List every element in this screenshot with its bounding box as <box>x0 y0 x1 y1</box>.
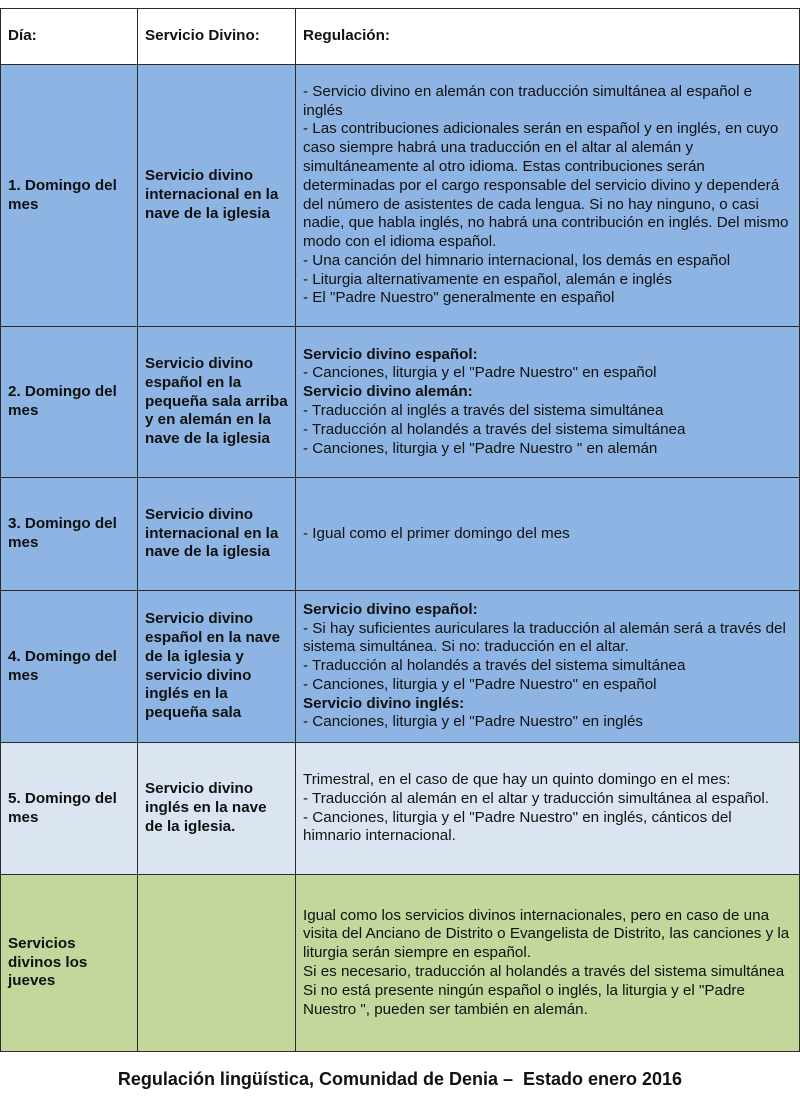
regulation-line: - Igual como el primer domingo del mes <box>303 524 570 542</box>
regulation-line: - Liturgia alternativamente en español, alemán e inglés <box>303 270 672 288</box>
regulation-cell <box>296 327 800 478</box>
regulation-line: - Las contribuciones adicionales serán en español y en inglés, en cuyo caso siempre habrá una traducción en el altar al alemán y simultáneamente al otro idioma. Estas contribuciones serán determinadas por el cargo responsable del servicio divino y dependerá del número de asistentes de cada lengua. Si no hay ninguno, o casi nadie, que habla inglés, no habrá una contribución en inglés. Del mismo modo con el idioma español. <box>303 120 789 251</box>
header-day: Día: <box>1 9 138 65</box>
regulation-line: - Traducción al alemán en el altar y traducción simultánea al español. <box>303 789 770 807</box>
table-row <box>1 327 800 478</box>
regulation-line: - Si hay suficientes auriculares la traducción al alemán será a través del sistema simultánea. Si no: traducción en el altar. <box>303 619 786 656</box>
regulation-subheading: Servicio divino alemán: <box>303 383 473 401</box>
service-cell: Servicio divino español en la pequeña sala arriba y en alemán en la nave de la iglesia <box>138 327 296 478</box>
regulation-cell <box>296 591 800 743</box>
regulation-line: - Canciones, liturgia y el "Padre Nuestro " en alemán <box>303 439 658 457</box>
regulation-line: - El "Padre Nuestro" generalmente en español <box>303 289 615 307</box>
regulation-subheading: Servicio divino inglés: <box>303 694 465 712</box>
regulation-line: Igual como los servicios divinos internacionales, pero en caso de una visita del Anciano de Distrito o Evangelista de Distrito, las canciones y la liturgia serán siempre en español. <box>303 906 790 962</box>
table-row <box>1 875 800 1052</box>
header-service: Servicio Divino: <box>138 9 296 65</box>
day-cell: 2. Domingo del mes <box>1 327 138 478</box>
regulation-cell <box>296 65 800 327</box>
regulation-line: - Servicio divino en alemán con traducción simultánea al español e inglés <box>303 82 753 119</box>
regulation-table <box>0 8 800 1052</box>
regulation-line: Si no está presente ningún español o inglés, la liturgia y el "Padre Nuestro ", pueden ser también en alemán. <box>303 981 745 1018</box>
regulation-line: - Una canción del himnario internacional, los demás en español <box>303 251 731 269</box>
table-row <box>1 65 800 327</box>
regulation-line: - Traducción al holandés a través del sistema simultánea <box>303 420 686 438</box>
regulation-subheading: Servicio divino español: <box>303 600 478 618</box>
regulation-cell <box>296 875 800 1052</box>
document-caption: Regulación lingüística, Comunidad de Denia – Estado enero 2016 <box>117 1069 683 1089</box>
regulation-line: - Canciones, liturgia y el "Padre Nuestro" en inglés <box>303 713 644 731</box>
service-cell: Servicio divino internacional en la nave de la iglesia <box>138 478 296 591</box>
regulation-line: Si es necesario, traducción al holandés a través del sistema simultánea <box>303 963 785 980</box>
service-cell: Servicio divino inglés en la nave de la iglesia. <box>138 743 296 875</box>
regulation-line: - Canciones, liturgia y el "Padre Nuestro" en español <box>303 364 657 382</box>
regulation-line: - Traducción al holandés a través del sistema simultánea <box>303 657 686 675</box>
service-cell: Servicio divino español en la nave de la iglesia y servicio divino inglés en la pequeña sala <box>138 591 296 743</box>
regulation-line: - Canciones, liturgia y el "Padre Nuestro" en español <box>303 675 657 693</box>
service-cell: Servicio divino internacional en la nave de la iglesia <box>138 65 296 327</box>
day-cell: 3. Domingo del mes <box>1 478 138 591</box>
day-cell: 5. Domingo del mes <box>1 743 138 875</box>
header-regulation: Regulación: <box>296 9 800 65</box>
day-cell: 4. Domingo del mes <box>1 591 138 743</box>
table-row <box>1 478 800 591</box>
regulation-line: - Canciones, liturgia y el "Padre Nuestro" en inglés, cánticos del himnario internacional. <box>303 808 732 845</box>
day-cell: Servicios divinos los jueves <box>1 875 138 1052</box>
day-cell: 1. Domingo del mes <box>1 65 138 327</box>
regulation-line: - Traducción al inglés a través del sistema simultánea <box>303 402 664 419</box>
regulation-subheading: Servicio divino español: <box>303 345 478 363</box>
header-row <box>1 9 800 65</box>
regulation-cell <box>296 478 800 591</box>
regulation-cell <box>296 743 800 875</box>
table-row <box>1 591 800 743</box>
regulation-line: Trimestral, en el caso de que hay un quinto domingo en el mes: <box>303 770 731 788</box>
service-cell <box>138 875 296 1052</box>
table-row <box>1 743 800 875</box>
